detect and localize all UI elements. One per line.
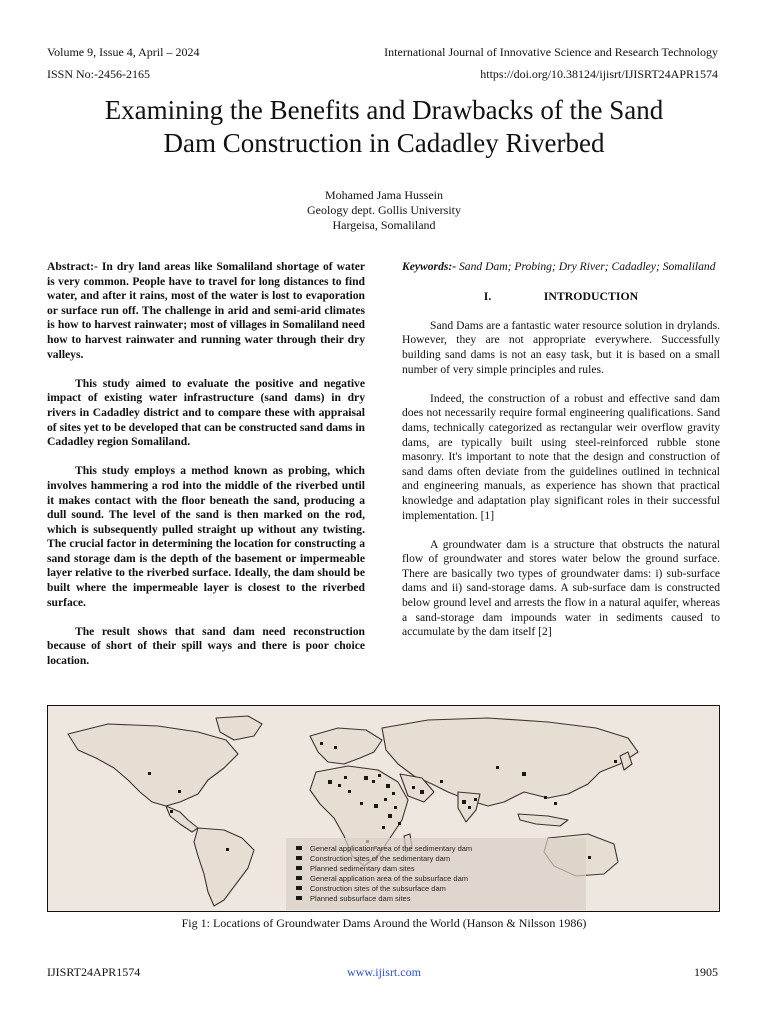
legend-marker-5: [296, 886, 302, 890]
author-location: Hargeisa, Somaliland: [332, 218, 436, 232]
abstract-paragraph-1: Abstract:- In dry land areas like Somaliland shortage of water is very common. People have to travel for long distances to find water, and after it rains, most of the water is lost to evaporation or surface run off. The challenge in arid and semi-arid climates is how to harvest rainwater; most of villages in Somaliland need how to harvest rainwater and running water through their dry valleys.: [47, 260, 365, 361]
legend-marker-2: [296, 856, 302, 860]
author-block: [0, 188, 768, 233]
paper-title: [40, 94, 728, 160]
doi-link[interactable]: https://doi.org/10.38124/ijisrt/IJISRT24APR1574: [480, 67, 718, 81]
world-map-figure: [47, 705, 720, 912]
journal-name: International Journal of Innovative Science and Research Technology: [384, 45, 718, 59]
legend-label-4: General application area of the subsurface dam: [310, 874, 469, 883]
title-line-1: Examining the Benefits and Drawbacks of the Sand: [104, 95, 664, 125]
keywords: [402, 260, 720, 275]
legend-marker-3: [296, 866, 302, 870]
abstract-paragraph-4: The result shows that sand dam need reconstruction because of short of their spill ways and there is poor choice location.: [47, 624, 365, 668]
legend-marker-1: [296, 846, 302, 850]
legend-label-6: Planned subsurface dam sites: [310, 894, 411, 903]
abstract-column: [47, 260, 365, 683]
keywords-text: Sand Dam; Probing; Dry River; Cadadley; Somaliland: [456, 260, 716, 273]
author-name: Mohamed Jama Hussein: [325, 188, 443, 202]
author-affiliation: Geology dept. Gollis University: [307, 203, 461, 217]
footer-page-number: 1905: [694, 965, 718, 979]
intro-paragraph-2: Indeed, the construction of a robust and effective sand dam does not necessarily require formal engineering qualifications. Sand dams, technically categorized as rectangular weir overflow gravity dams, are typically built using steel-reinforced rubble stone masonry. It's important to note that the design and construction of sand dams often deviate from the guidelines outlined in technical and engineering manuals, as experience has shown that practical knowledge and adaptation play significant roles in their successful implementation. [1]: [402, 391, 720, 522]
section-heading-introduction: [402, 289, 720, 304]
section-number: I.: [483, 289, 492, 304]
abstract-paragraph-2: This study aimed to evaluate the positive and negative impact of existing water infrastructure (sand dams) in dry rivers in Cadadley district and to compare these with appraisal of sites yet to be developed that can be constructed sand dams in Cadadley region Somaliland.: [47, 376, 365, 449]
title-line-2: Dam Construction in Cadadley Riverbed: [163, 128, 605, 158]
world-map-image: [48, 706, 718, 910]
intro-paragraph-1: Sand Dams are a fantastic water resource solution in drylands. However, they are not appropriate everywhere. Successfully building sand dams is not an easy task, but it is based on a small number of very simple principles and rules.: [402, 318, 720, 376]
legend-marker-4: [296, 876, 302, 880]
footer-paper-id: IJISRT24APR1574: [47, 965, 141, 979]
issn: ISSN No:-2456-2165: [47, 67, 151, 81]
intro-column: [402, 260, 720, 654]
abstract-paragraph-3: This study employs a method known as probing, which involves hammering a rod into the middle of the riverbed until it makes contact with the floor beneath the sand, producing a dull sound. The level of the sand is then marked on the rod, which is subsequently pulled straight up without any twisting. The crucial factor in determining the location for constructing a sand storage dam is the depth of the basement or impermeable layer relative to the riverbed surface. Ideally, the dam should be built where the impermeable layer is closest to the riverbed surface.: [47, 464, 365, 609]
figure-caption: Fig 1: Locations of Groundwater Dams Around the World (Hanson & Nilsson 1986): [181, 916, 587, 930]
volume-info: Volume 9, Issue 4, April – 2024: [47, 45, 200, 59]
keywords-label: Keywords:-: [402, 260, 457, 273]
footer-website-link[interactable]: www.ijisrt.com: [347, 965, 421, 979]
section-title: INTRODUCTION: [543, 289, 639, 304]
legend-marker-6: [296, 896, 302, 900]
legend-label-1: General application area of the sedimentary dam: [310, 844, 473, 853]
map-legend: [286, 838, 586, 910]
footer-website-wrap: [0, 965, 768, 979]
legend-label-5: Construction sites of the subsurface dam: [310, 884, 446, 893]
legend-label-3: Planned sedimentary dam sites: [310, 864, 415, 873]
intro-paragraph-3: A groundwater dam is a structure that obstructs the natural flow of groundwater and stores water below the ground surface. There are basically two types of groundwater dams: i) sub-surface dams and ii) sand-storage dams. A sub-surface dam is constructed below ground level and arrests the flow in a natural aquifer, whereas a sand-storage dam impounds water in sediments caused to accumulate by the dam itself [2]: [402, 537, 720, 639]
legend-label-2: Construction sites of the sedimentary dam: [310, 854, 451, 863]
